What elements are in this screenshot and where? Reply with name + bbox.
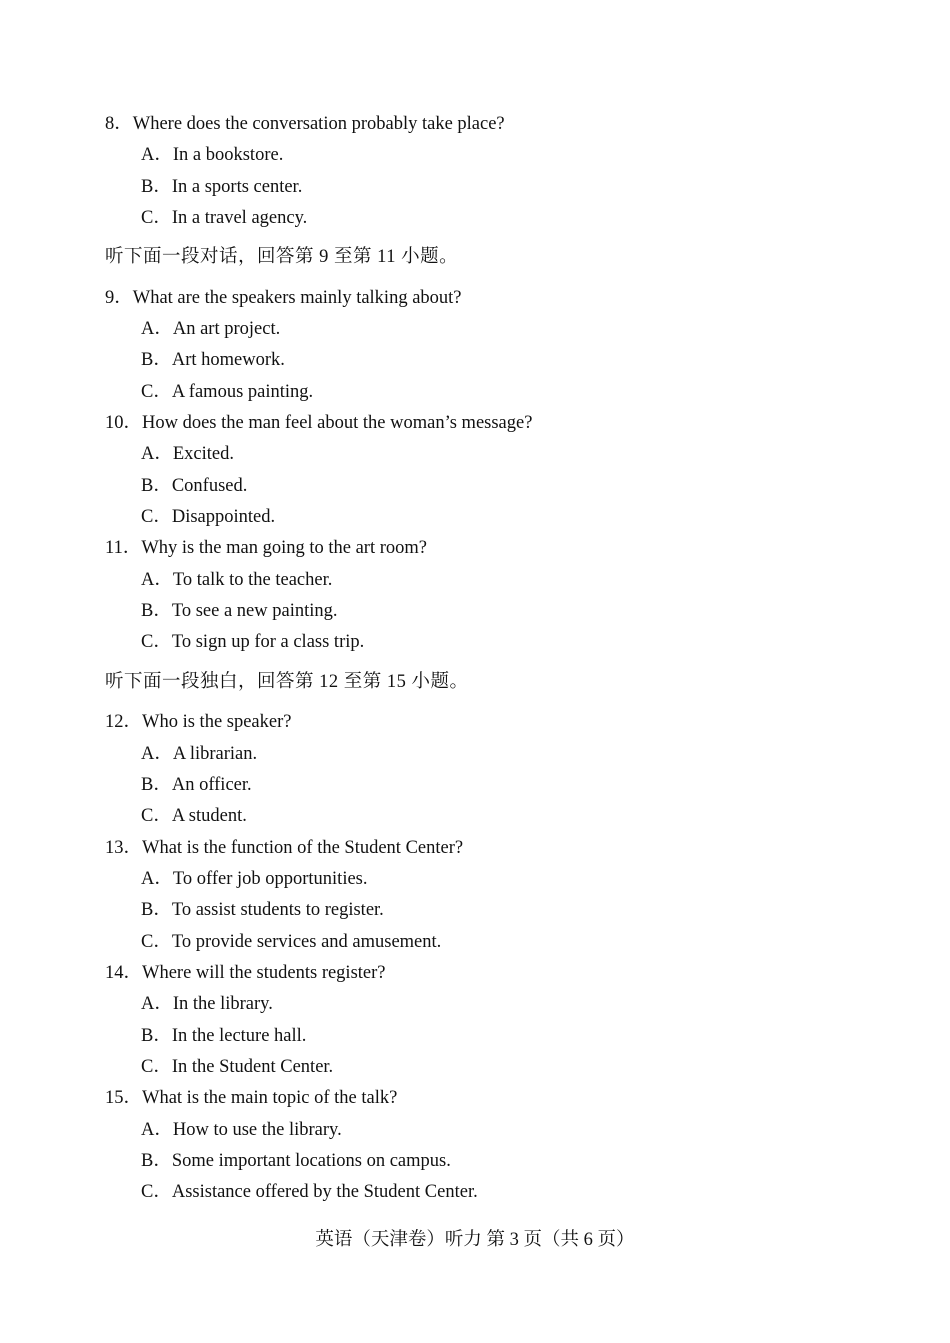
question-15-option-c: C．Assistance offered by the Student Center.	[141, 1182, 478, 1202]
section-instruction-12-15: 听下面一段独白，回答第 12 至第 15 小题。	[105, 672, 469, 692]
question-10-option-a: A．Excited.	[141, 444, 234, 464]
question-12-option-a: A．A librarian.	[141, 744, 258, 764]
question-9-option-a: A．An art project.	[141, 319, 281, 339]
question-12-option-b: B．An officer.	[141, 775, 252, 795]
question-9: 9．What are the speakers mainly talking about?	[105, 288, 462, 308]
question-8-option-a: A．In a bookstore.	[141, 145, 284, 165]
question-11-option-a: A．To talk to the teacher.	[141, 570, 333, 590]
question-14-option-c: C．In the Student Center.	[141, 1057, 334, 1077]
question-12: 12．Who is the speaker?	[105, 712, 292, 732]
question-15-option-a: A．How to use the library.	[141, 1120, 342, 1140]
question-10-option-b: B．Confused.	[141, 476, 248, 496]
page-footer: 英语（天津卷）听力 第 3 页（共 6 页）	[315, 1230, 635, 1250]
question-9-option-c: C．A famous painting.	[141, 382, 314, 402]
question-14: 14．Where will the students register?	[105, 963, 386, 983]
question-12-option-c: C．A student.	[141, 806, 247, 826]
question-14-option-a: A．In the library.	[141, 994, 273, 1014]
question-8: 8．Where does the conversation probably take place?	[105, 114, 505, 134]
question-11: 11．Why is the man going to the art room?	[105, 538, 427, 558]
question-10-option-c: C．Disappointed.	[141, 507, 276, 527]
question-15-option-b: B．Some important locations on campus.	[141, 1151, 451, 1171]
question-10: 10．How does the man feel about the woman’s message?	[105, 413, 533, 433]
question-13: 13．What is the function of the Student Center?	[105, 838, 464, 858]
question-11-option-c: C．To sign up for a class trip.	[141, 632, 365, 652]
question-8-option-c: C．In a travel agency.	[141, 208, 308, 228]
section-instruction-9-11: 听下面一段对话，回答第 9 至第 11 小题。	[105, 247, 459, 267]
question-11-option-b: B．To see a new painting.	[141, 601, 338, 621]
question-15: 15．What is the main topic of the talk?	[105, 1088, 398, 1108]
question-13-option-a: A．To offer job opportunities.	[141, 869, 368, 889]
question-14-option-b: B．In the lecture hall.	[141, 1026, 307, 1046]
question-13-option-b: B．To assist students to register.	[141, 900, 384, 920]
question-13-option-c: C．To provide services and amusement.	[141, 932, 442, 952]
question-8-option-b: B．In a sports center.	[141, 177, 303, 197]
question-9-option-b: B．Art homework.	[141, 350, 285, 370]
